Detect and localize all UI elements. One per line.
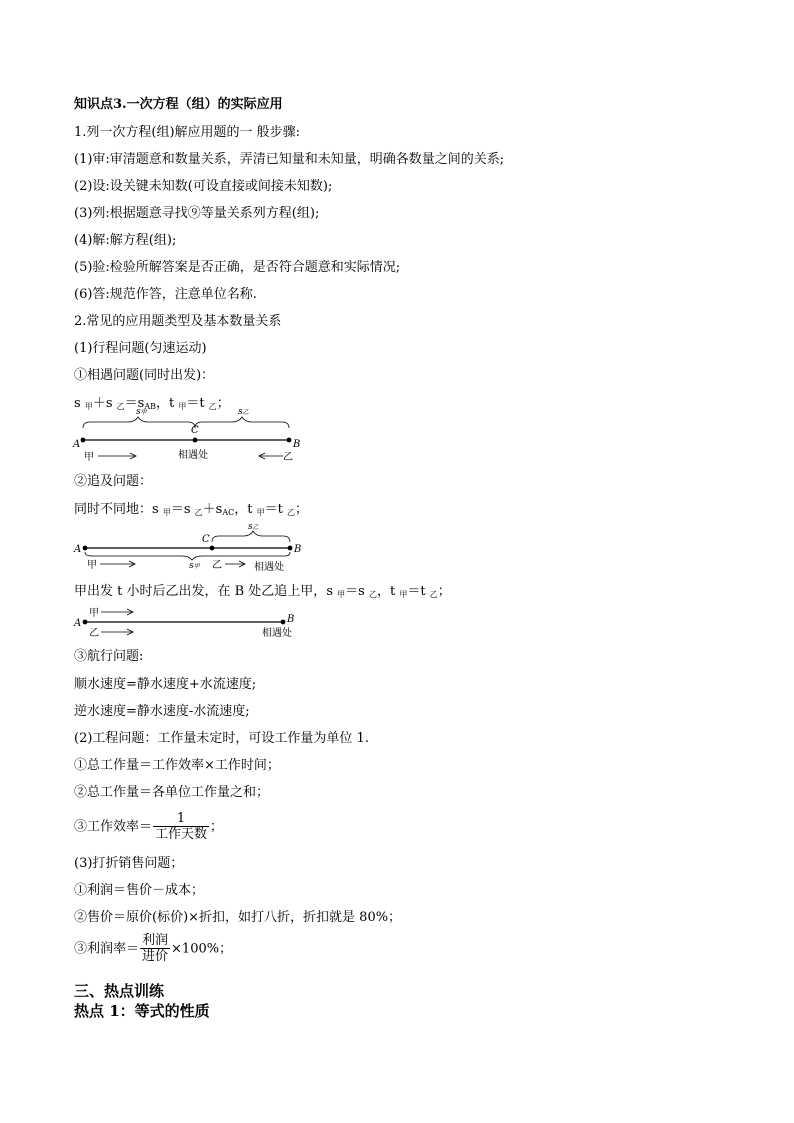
label-s-yi: s乙: [238, 407, 249, 417]
point-a: [83, 620, 88, 625]
label-s-jia: s甲: [189, 561, 200, 571]
label-a: A: [74, 544, 82, 555]
label-meet: 相遇处: [254, 562, 284, 573]
label-yi: 乙: [212, 560, 222, 571]
point-a: [83, 546, 88, 551]
label-jia: 甲: [87, 560, 97, 571]
discount-rule-2: ②售价＝原价(标价)×折扣，如打八折，折扣就是 80%；: [74, 910, 402, 925]
work-rule-1: ①总工作量＝工作效率×工作时间；: [74, 758, 280, 773]
point-b: [288, 546, 293, 551]
point-c: [210, 546, 215, 551]
types-title: 2.常见的应用题类型及基本数量关系: [74, 314, 282, 329]
boat-title: ③航行问题:: [74, 649, 144, 664]
meet-diagram: [70, 407, 310, 466]
section-heading: 知识点3.一次方程（组）的实际应用: [74, 97, 283, 112]
label-yi: 乙: [89, 628, 99, 639]
point-a: [81, 438, 86, 443]
boat-downstream: 顺水速度=静水速度+水流速度;: [74, 677, 257, 692]
label-c: C: [191, 425, 199, 436]
label-yi: 乙: [283, 452, 293, 463]
brace-s-jia: [85, 552, 290, 560]
discount-title: (3)打折销售问题；: [74, 856, 184, 871]
point-b: [287, 438, 292, 443]
label-meet: 相遇处: [262, 628, 292, 639]
step-6: (6)答:规范作答，注意单位名称.: [74, 287, 257, 302]
label-jia: 甲: [84, 452, 94, 463]
step-5: (5)验:检验所解答案是否正确，是否符合题意和实际情况;: [74, 260, 401, 275]
work-rule-2: ②总工作量＝各单位工作量之和；: [74, 785, 270, 800]
step-1: (1)审:审清题意和数量关系，弄清已知量和未知量，明确各数量之间的关系;: [74, 152, 505, 167]
label-a: A: [74, 618, 82, 629]
work-rule-3: ③工作效率＝ $\frac{1}{\text{工作天数}}$ ；: [74, 811, 224, 842]
chase-diagram-1: [70, 522, 310, 572]
discount-rule-1: ①利润＝售价－成本；: [74, 883, 205, 898]
point-b: [281, 620, 286, 625]
profit-rate-fraction: $\frac{\text{利润}}{\text{进价}}$: [142, 933, 169, 964]
section-title: 三、热点训练: [74, 982, 165, 1000]
work-title: (2)工程问题：工作量未定时，可设工作量为单位 1.: [74, 731, 369, 746]
label-b: B: [294, 544, 302, 555]
boat-upstream: 逆水速度=静水速度-水流速度;: [74, 704, 250, 719]
label-s-jia: s甲: [136, 407, 147, 417]
label-c: C: [202, 534, 210, 545]
brace-s-jia: [83, 417, 195, 428]
meet-title: ①相遇问题(同时出发)：: [74, 368, 215, 383]
chase-diagram-2: [70, 604, 310, 640]
label-b: B: [287, 614, 295, 625]
chase-formula-1: 同时不同地：s $_甲$＝s $_乙+s_{AC}$，t $_甲$＝t $_乙$；: [74, 502, 309, 517]
label-s-yi: s乙: [248, 522, 259, 532]
discount-rule-3: ③利润率＝ $\frac{\text{利润}}{\text{进价}}$ ×100%；: [74, 933, 233, 964]
meet-formula: s $_甲$＋s $_乙=s_{AB}$，t $_甲$＝t $_乙$；: [74, 396, 230, 411]
label-a: A: [73, 439, 81, 450]
step-4: (4)解:解方程(组);: [74, 233, 177, 248]
step-2: (2)设:设关键未知数(可设直接或间接未知数);: [74, 179, 333, 194]
point-c: [193, 438, 198, 443]
chase-title: ②追及问题：: [74, 474, 153, 489]
hotspot-1-title: 热点 1：等式的性质: [74, 1002, 210, 1020]
chase-formula-2: 甲出发 t 小时后乙出发，在 B 处乙追上甲，s $_甲$＝s $_乙$，t $_甲$＝t $_乙$；: [74, 584, 451, 599]
step-3: (3)列:根据题意寻找⑨等量关系列方程(组);: [74, 206, 320, 221]
efficiency-fraction: $\frac{1}{\text{工作天数}}$: [155, 811, 208, 842]
label-jia: 甲: [89, 608, 99, 619]
steps-title: 1.列一次方程(组)解应用题的一 般步骤:: [74, 125, 301, 140]
brace-s-yi: [195, 417, 289, 428]
label-b: B: [293, 439, 301, 450]
brace-s-yi: [212, 531, 290, 542]
label-meet: 相遇处: [178, 450, 208, 461]
travel-title: (1)行程问题(匀速运动): [74, 341, 207, 356]
